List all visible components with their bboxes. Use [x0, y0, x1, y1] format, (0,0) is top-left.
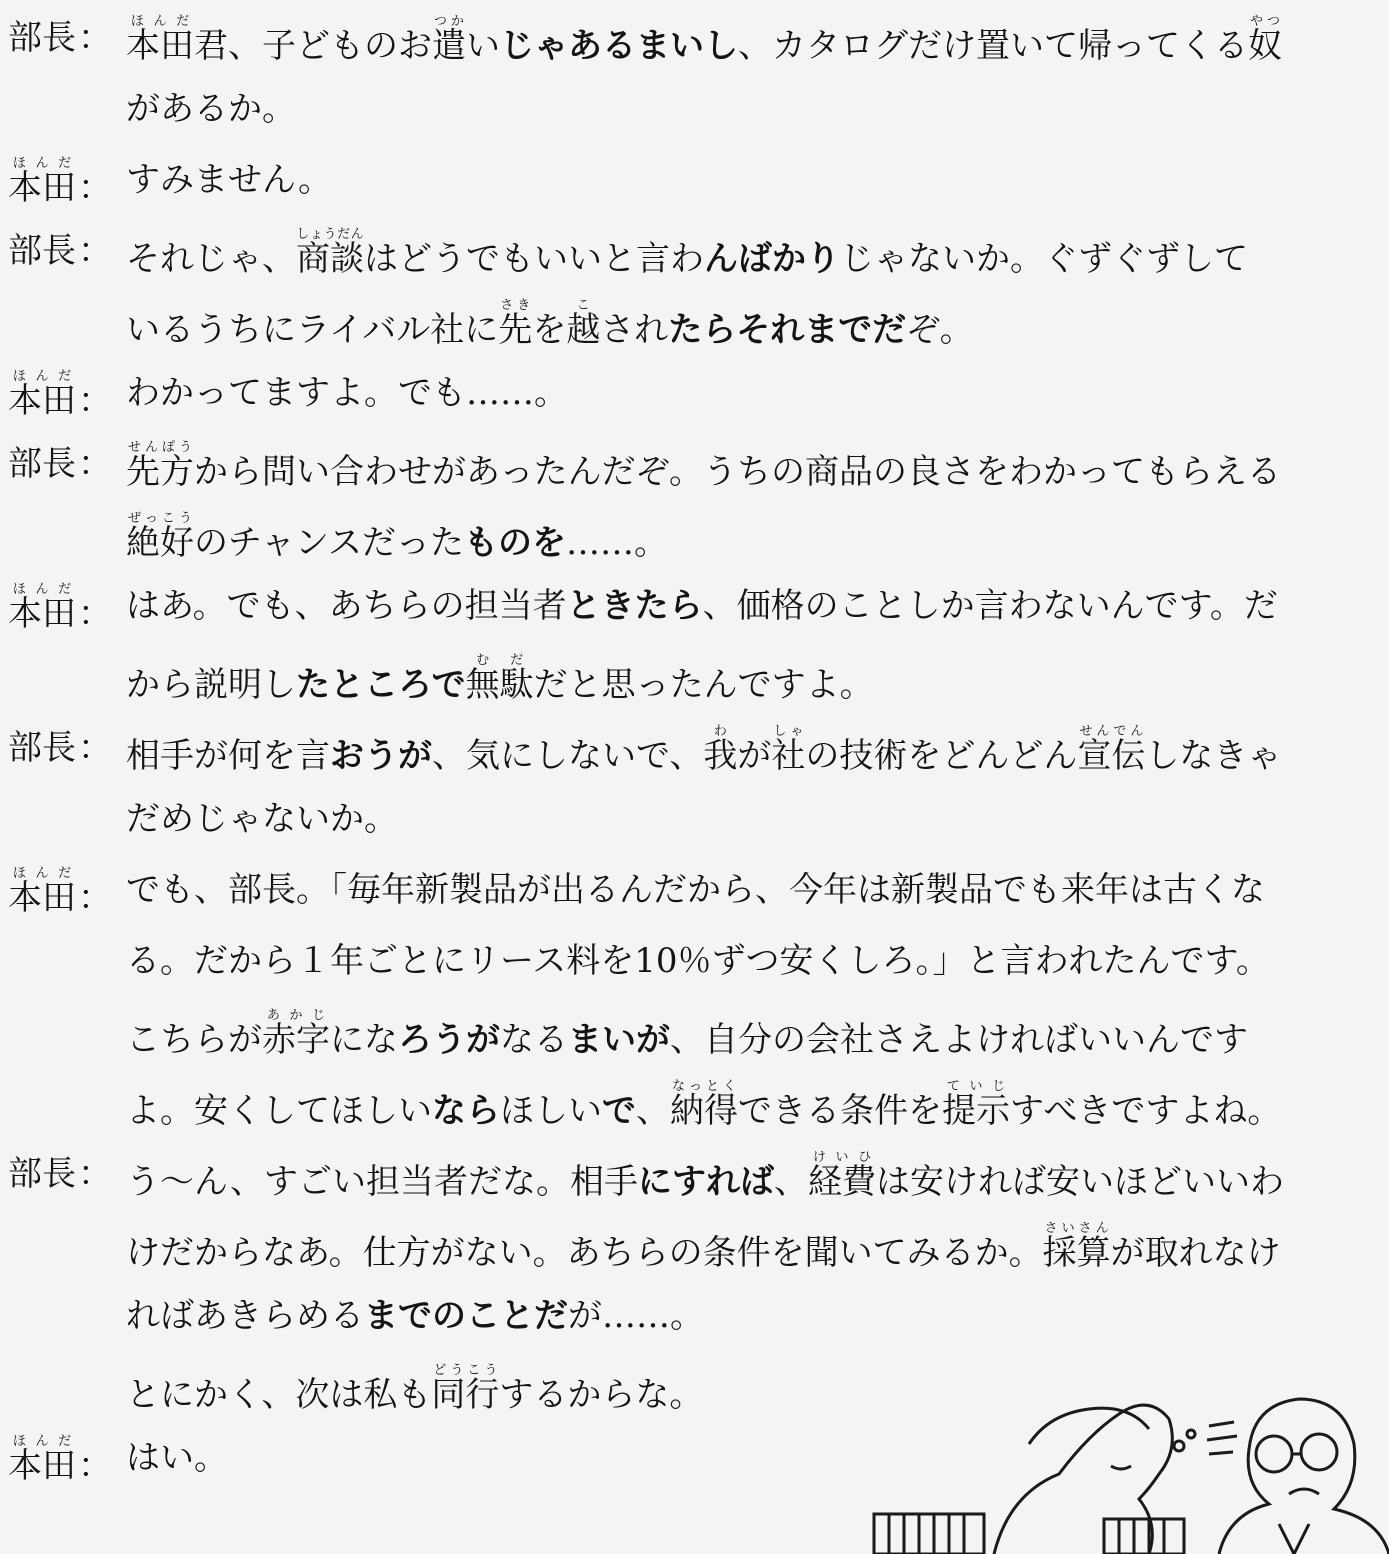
text-segment: にな	[330, 1020, 398, 1060]
text-segment: は安ければ安いほどいいわ	[876, 1162, 1285, 1202]
text-segment: なる	[500, 1020, 568, 1060]
speaker-label	[8, 1434, 126, 1490]
text-segment: わかってますよ。でも……。	[126, 373, 568, 413]
dialogue-continuation-line	[8, 511, 1386, 563]
dialogue-line	[8, 440, 1386, 492]
text-segment: ぞ。	[906, 310, 974, 350]
furigana-word: 越こ	[566, 298, 601, 350]
grammar-pattern: じゃあるまいし	[500, 26, 738, 66]
furigana-word: 採算さいさん	[1042, 1221, 1111, 1273]
dialogue-line	[8, 369, 1386, 421]
text-segment: る。だから１年ごとにリース料を10％ずつ安くしろ。」と言われたんです。	[126, 941, 1270, 981]
dialogue-continuation-line	[8, 653, 1386, 705]
dialogue-text	[126, 724, 1386, 780]
speaker-name: 本田ほんだ	[8, 156, 76, 208]
text-segment: が	[737, 736, 772, 776]
speaker-colon: ：	[78, 444, 112, 484]
dialogue-line	[8, 1150, 1386, 1202]
text-segment: ほしい	[500, 1091, 602, 1131]
speaker-colon: ：	[78, 728, 112, 768]
dialogue-text	[126, 227, 1386, 283]
text-segment: され	[600, 310, 669, 350]
speaker-name: 本田ほんだ	[8, 1434, 76, 1486]
furigana-word: 遣つか	[432, 14, 466, 66]
speaker-colon: ：	[78, 878, 112, 918]
dialogue-continuation-line	[8, 1221, 1386, 1273]
text-segment: のチャンスだった	[194, 523, 464, 563]
text-segment: しなきゃ	[1145, 736, 1282, 776]
speaker-name: 部長	[8, 18, 76, 58]
speaker-colon: ：	[78, 168, 112, 208]
dialogue-text	[126, 1079, 1386, 1135]
grammar-pattern: にすれば	[638, 1162, 775, 1202]
dialogue-text	[126, 156, 1386, 204]
text-segment: 、カタログだけ置いて帰ってくる	[738, 26, 1248, 66]
text-segment: でも、部長。「毎年新製品が出るんだから、今年は新製品でも来年は古くな	[126, 870, 1265, 910]
furigana-word: 先さき	[498, 298, 533, 350]
speaker-name: 部長	[8, 444, 76, 484]
furigana-word: 先方せんぽう	[126, 440, 194, 492]
dialogue-text	[126, 866, 1386, 914]
text-segment: から問い合わせがあったんだぞ。うちの商品の良さをわかってもらえる	[194, 452, 1281, 492]
speaker-label	[8, 866, 126, 922]
speaker-name: 本田ほんだ	[8, 369, 76, 421]
speaker-colon: ：	[78, 1154, 112, 1194]
grammar-pattern: なら	[432, 1091, 500, 1131]
speaker-colon: ：	[78, 1446, 112, 1486]
text-segment: じゃないか。ぐずぐずして	[840, 239, 1248, 279]
furigana-word: 提示ていじ	[942, 1079, 1010, 1131]
furigana-word: 絶好ぜっこう	[126, 511, 194, 563]
grammar-pattern: まいが	[568, 1020, 670, 1060]
text-segment: いるうちにライバル社に	[126, 310, 499, 350]
dialogue-line	[8, 14, 1386, 66]
dialogue-text	[126, 1150, 1386, 1206]
dialogue-continuation-line	[8, 1292, 1386, 1340]
text-segment: の技術をどんどん	[805, 736, 1078, 776]
speaker-colon: ：	[78, 18, 112, 58]
text-segment: とにかく、次は私も	[126, 1375, 432, 1415]
speaker-colon: ：	[78, 231, 112, 271]
grammar-pattern: ものを	[463, 523, 566, 563]
text-segment: だと思ったんですよ。	[533, 665, 874, 705]
dialogue-text	[126, 14, 1386, 70]
grammar-pattern: ときたら	[566, 586, 703, 626]
speaker-label	[8, 369, 126, 425]
text-segment: う～ん、すごい担当者だな。相手	[126, 1162, 639, 1202]
furigana-word: 社しゃ	[771, 724, 806, 776]
text-segment: 、気にしないで、	[432, 736, 704, 776]
speaker-name: 部長	[8, 728, 76, 768]
furigana-word: 我わ	[703, 724, 738, 776]
dialogue-line	[8, 227, 1386, 279]
furigana-word: 同行どうこう	[431, 1363, 500, 1415]
text-segment: こちらが	[126, 1020, 262, 1060]
dialogue-line	[8, 866, 1386, 918]
dialogue-text	[126, 1008, 1386, 1064]
furigana-word: 納得なっとく	[670, 1079, 738, 1131]
speaker-label	[8, 227, 126, 275]
furigana-word: 商談しょうだん	[296, 227, 364, 279]
text-segment: はあ。でも、あちらの担当者	[126, 586, 567, 626]
dialogue-text	[126, 1221, 1386, 1277]
grammar-pattern: ろうが	[398, 1020, 500, 1060]
text-segment: はどうでもいいと言わ	[364, 239, 704, 279]
text-segment: だめじゃないか。	[126, 799, 398, 839]
speaker-name: 部長	[8, 1154, 76, 1194]
dialogue-continuation-line	[8, 1008, 1386, 1060]
text-segment: が……。	[568, 1296, 704, 1336]
speaker-label	[8, 724, 126, 772]
dialogue-text	[126, 937, 1386, 985]
dialogue-text	[126, 511, 1386, 567]
text-segment: 、	[636, 1091, 670, 1131]
speaker-name: 本田ほんだ	[8, 582, 76, 634]
dialogue-text	[126, 369, 1386, 417]
speaker-label	[8, 582, 126, 638]
furigana-word: 無駄むだ	[465, 653, 534, 705]
furigana-word: 本田ほんだ	[126, 14, 194, 66]
text-segment: よ。安くしてほしい	[126, 1091, 432, 1131]
furigana-word: 赤字あかじ	[262, 1008, 330, 1060]
furigana-word: 奴やつ	[1248, 14, 1282, 66]
speaker-label	[8, 14, 126, 62]
text-segment: い	[466, 26, 500, 66]
speaker-name: 部長	[8, 231, 76, 271]
grammar-pattern: までのことだ	[364, 1296, 568, 1336]
grammar-pattern: たらそれまでだ	[668, 310, 907, 350]
dialogue-continuation-line	[8, 795, 1386, 843]
text-segment: 、自分の会社さえよければいいんです	[670, 1020, 1248, 1060]
text-segment: 君、子どものお	[194, 26, 432, 66]
text-segment: があるか。	[126, 89, 296, 129]
text-segment: はい。	[126, 1438, 228, 1478]
dialogue-text	[126, 298, 1386, 354]
text-segment: ……。	[565, 523, 668, 563]
text-segment: けだからなあ。仕方がない。あちらの条件を聞いてみるか。	[126, 1233, 1043, 1273]
text-segment: 相手が何を言	[126, 736, 330, 776]
text-segment: から説明し	[126, 665, 296, 705]
text-segment: それじゃ、	[126, 239, 296, 279]
dialogue-text	[126, 653, 1386, 709]
two-businessmen-illustration	[849, 1374, 1389, 1554]
grammar-pattern: で	[602, 1091, 636, 1131]
dialogue-continuation-line	[8, 85, 1386, 133]
grammar-pattern: たところで	[296, 665, 466, 705]
speaker-name: 本田ほんだ	[8, 866, 76, 918]
dialogue-line	[8, 156, 1386, 208]
text-segment: を	[532, 310, 567, 350]
text-segment: 、	[774, 1162, 809, 1202]
dialogue-text	[126, 795, 1386, 843]
text-segment: できる条件を	[738, 1091, 942, 1131]
dialogue-continuation-line	[8, 298, 1386, 350]
speaker-label	[8, 440, 126, 488]
text-segment: ればあきらめる	[126, 1296, 364, 1336]
dialogue-text	[126, 582, 1386, 630]
furigana-word: 宣伝せんでん	[1077, 724, 1146, 776]
text-segment: すべきですよね。	[1010, 1091, 1282, 1131]
furigana-word: 経費けいひ	[808, 1150, 877, 1202]
dialogue-line	[8, 724, 1386, 776]
speaker-label	[8, 156, 126, 212]
speaker-label	[8, 1150, 126, 1198]
speaker-colon: ：	[78, 594, 112, 634]
grammar-pattern: おうが	[330, 736, 432, 776]
dialogue-text	[126, 440, 1386, 496]
dialogue-line	[8, 582, 1386, 634]
text-segment: が取れなけ	[1110, 1233, 1281, 1273]
speaker-colon: ：	[78, 381, 112, 421]
text-segment: すみません。	[126, 160, 333, 200]
dialogue	[8, 14, 1386, 1486]
text-segment: 、価格のことしか言わないんです。だ	[702, 586, 1278, 626]
text-segment: するからな。	[499, 1375, 704, 1415]
grammar-pattern: んばかり	[704, 239, 840, 279]
dialogue-continuation-line	[8, 937, 1386, 985]
dialogue-text	[126, 1292, 1386, 1340]
dialogue-text	[126, 85, 1386, 133]
dialogue-continuation-line	[8, 1079, 1386, 1131]
